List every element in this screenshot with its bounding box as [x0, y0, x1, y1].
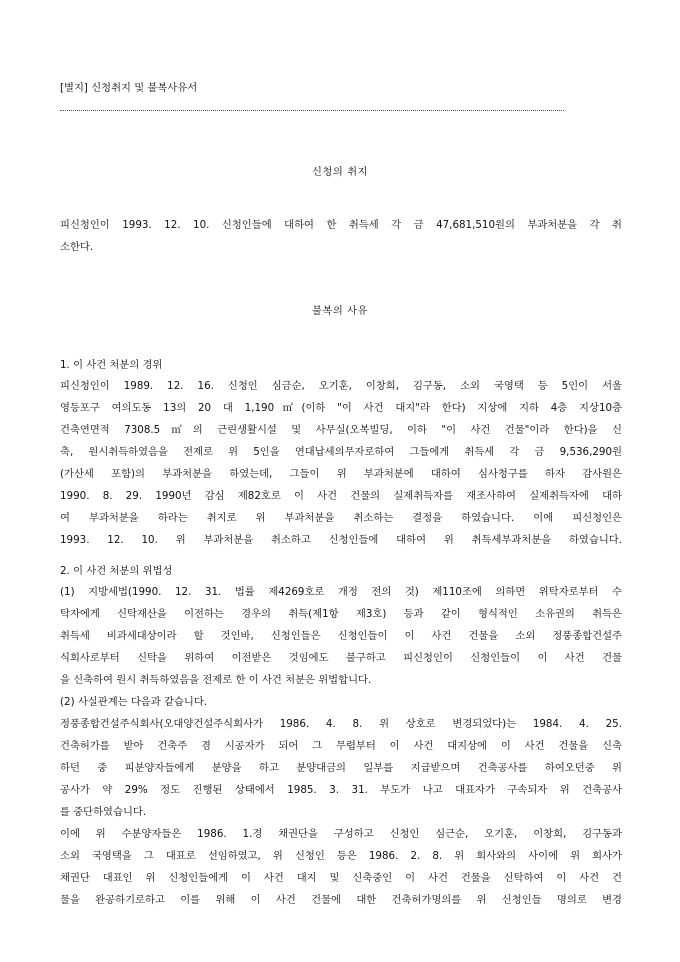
- section1-line: 영등포구 여의도동 13의 20 대 1,190㎡(이하 "이 사건 대지"라 한다) 지상에 지하 4층 지상10층: [60, 402, 622, 414]
- section1-line: 피신청인이 1989. 12. 16. 신청인 심금순, 오기훈, 이창희, 김구동, 소외 국영택 등 5인이 서울: [60, 380, 622, 392]
- section2-line: (1) 지방세법(1990. 12. 31. 법률 제4269호로 개정 전의 것) 제110조에 의하면 위탁자로부터 수: [60, 586, 622, 598]
- dotted-divider: [60, 104, 564, 111]
- document-header: [별지] 신청취지 및 불복사유서: [60, 82, 198, 94]
- section2-line: 을 신축하여 원시 취득하였음을 전제로 한 이 사건 처분은 위법합니다.: [60, 674, 372, 686]
- section2-line: 소외 국영택을 그 대표로 선임하였고, 위 신청인 등은 1986. 2. 8. 위 회사와의 사이에 위 회사가: [60, 850, 622, 862]
- section2-line: 를 중단하였습니다.: [60, 806, 147, 818]
- section1-heading: 1. 이 사건 처분의 경위: [60, 359, 163, 371]
- section2-heading: 2. 이 사건 처분의 위법성: [60, 565, 173, 577]
- section1-line: 1993. 12. 10. 위 부과처분을 취소하고 신청인들에 대하여 위 취득세부과처분을 하였습니다.: [60, 534, 622, 546]
- section1-line: 1990. 8. 29. 1990년 감심 제82호로 이 사건 건물의 실제취득자를 재조사하여 실제취득자에 대하: [60, 490, 622, 502]
- section2-line: 탁자에게 신탁재산을 이전하는 경우의 취득(제1항 제3호) 등과 같이 형식적인 소유권의 취득은: [60, 608, 622, 620]
- purpose-line: 소한다.: [60, 241, 94, 253]
- section2-line: 하던 중 피분양자들에게 분양을 하고 분양대금의 일부를 지급받으며 건축공사를 하여오던중 위: [60, 762, 622, 774]
- section2-line: 정풍종합건설주식회사(오대양건설주식회사가 1986. 4. 8. 위 상호로 변경되었다)는 1984. 4. 25.: [60, 718, 622, 730]
- section2-line: 건축허가를 받아 건축주 겸 시공자가 되어 그 무렵부터 이 사건 대지상에 이 사건 건물을 신축: [60, 740, 622, 752]
- section1-line: 축, 원시취득하였음을 전제로 위 5인을 연대납세의무자로하여 그들에게 취득세 각 금 9,536,290원: [60, 446, 622, 458]
- section1-line: 여 부과처분을 하라는 취지로 위 부과처분을 취소하는 결정을 하였습니다. 이에 피신청인은: [60, 512, 622, 524]
- section2-line: 물을 완공하기로하고 이를 위해 이 사건 건물에 대한 건축허가명의를 위 신청인들 명의로 변경: [60, 894, 622, 906]
- purpose-line: 피신청인이 1993. 12. 10. 신청인들에 대하여 한 취득세 각 금 47,681,510원의 부과처분을 각 취: [60, 219, 622, 231]
- section2-line: 식회사로부터 신탁을 위하여 이전받은 것임에도 불구하고 피신청인이 신청인들이 이 사건 건물: [60, 652, 622, 664]
- section2-line: 공사가 약 29% 정도 진행된 상태에서 1985. 3. 31. 부도가 나고 대표자가 구속되자 위 건축공사: [60, 784, 622, 796]
- section2-line: 이에 위 수분양자들은 1986. 1.경 채권단을 구성하고 신청인 심근순, 오기훈, 이창희, 김구동과: [60, 828, 622, 840]
- section2-line: 채권단 대표인 위 신청인들에게 이 사건 대지 및 신축중인 이 사건 건물을 신탁하여 이 사건 건: [60, 872, 622, 884]
- section1-line: 건축연면적 7308.5㎡의 근린생활시설 및 사무실(오복빌딩, 이하 "이 사건 건물"이라 한다)을 신: [60, 424, 622, 436]
- section1-line: (가산세 포함)의 부과처분을 하였는데, 그들이 위 부과처분에 대하여 심사청구를 하자 감사원은: [60, 468, 622, 480]
- section2-line: 취득세 비과세대상이라 할 것인바, 신청인들은 신청인들이 이 사건 건물을 소외 정풍종합건설주: [60, 630, 622, 642]
- reasons-title: 불복의 사유: [311, 305, 368, 317]
- section2-line: (2) 사실관계는 다음과 같습니다.: [60, 696, 208, 708]
- purpose-title: 신청의 취지: [311, 166, 368, 178]
